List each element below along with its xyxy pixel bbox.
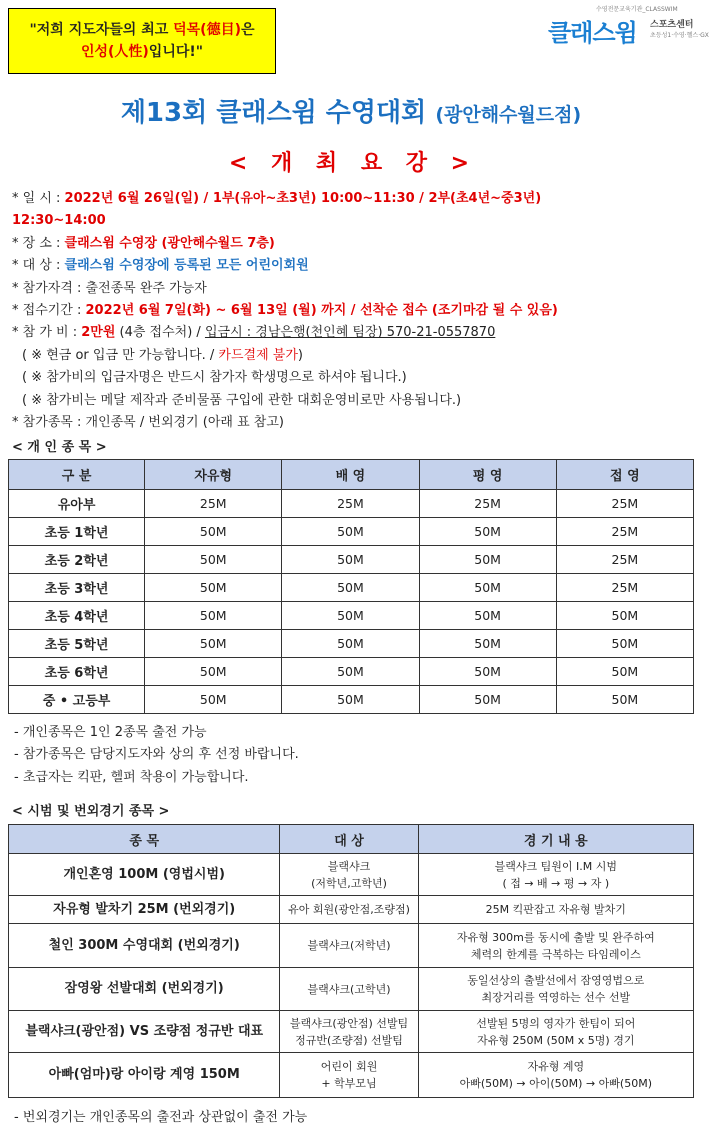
distance-cell: 25M — [556, 574, 693, 602]
table-header: 자유형 — [145, 460, 282, 490]
event-cell: 철인 300M 수영대회 (번외경기) — [9, 924, 280, 968]
target-cell: 블랙샤크 (저학년,고학년) — [280, 854, 418, 896]
event-cell: 개인혼영 100M (영법시범) — [9, 854, 280, 896]
content-cell: 선발된 5명의 영자가 한팀이 되어 자유형 250M (50M x 5명) 경기 — [418, 1011, 693, 1053]
distance-cell: 50M — [282, 546, 419, 574]
distance-cell: 50M — [419, 658, 556, 686]
distance-cell: 50M — [145, 546, 282, 574]
distance-cell: 50M — [282, 518, 419, 546]
content-cell: 동일선상의 출발선에서 잠영영법으로 최장거리를 역영하는 선수 선발 — [418, 968, 693, 1011]
event-cell: 아빠(엄마)랑 아이랑 계영 150M — [9, 1053, 280, 1098]
distance-cell: 25M — [282, 490, 419, 518]
info-target: * 대 상 : 클래스윔 수영장에 등록된 모든 어린이회원 — [12, 258, 309, 274]
distance-cell: 50M — [556, 686, 693, 714]
info-events: * 참가종목 : 개인종목 / 번외경기 (아래 표 참고) — [12, 415, 284, 431]
distance-cell: 50M — [145, 686, 282, 714]
distance-cell: 50M — [419, 546, 556, 574]
table-row — [9, 1053, 694, 1098]
table-row — [9, 1011, 694, 1053]
distance-cell: 25M — [556, 490, 693, 518]
event-cell: 자유형 발차기 25M (번외경기) — [9, 896, 280, 924]
content-cell: 블랙샤크 팀원이 I.M 시범 ( 접 → 배 → 평 → 자 ) — [418, 854, 693, 896]
motto-box — [8, 8, 276, 74]
distance-cell: 50M — [282, 658, 419, 686]
page-title: 제13회 클래스윔 수영대회 (광안해수월드점) — [120, 98, 582, 128]
table-row — [9, 924, 694, 968]
target-cell: 블랙샤크(고학년) — [280, 968, 418, 1011]
distance-cell: 50M — [556, 630, 693, 658]
distance-cell: 50M — [145, 658, 282, 686]
individual-events-table — [8, 459, 694, 714]
section-title-individual: < 개 인 종 목 > — [12, 440, 107, 455]
table-header: 경 기 내 용 — [418, 825, 693, 854]
page-subtitle: < 개 최 요 강 > — [228, 151, 474, 176]
table-row — [9, 968, 694, 1011]
distance-cell: 50M — [282, 574, 419, 602]
info-date: * 일 시 : 2022년 6월 26일(일) / 1부(유아~초3년) 10:00~11:30 / 2부(초4년~중3년) — [12, 191, 542, 206]
content-cell: 자유형 계영 아빠(50M) → 아이(50M) → 아빠(50M) — [418, 1053, 693, 1098]
table-header: 구 분 — [9, 460, 145, 490]
table-header: 접 영 — [556, 460, 693, 490]
info-period: * 접수기간 : 2022년 6월 7일(화) ~ 6월 13일 (월) 까지 / 선착순 접수 (조기마감 될 수 있음) — [12, 303, 558, 319]
individual-notes: - 개인종목은 1인 2종목 출전 가능 - 참가종목은 담당지도자와 상의 후 선정 바랍니다. - 초급자는 킥판, 헬퍼 착용이 가능합니다. — [14, 725, 299, 785]
section-title-exhibition: < 시범 및 번외경기 종목 > — [12, 804, 170, 819]
table-row — [9, 630, 694, 658]
distance-cell: 50M — [145, 518, 282, 546]
event-info: * 일 시 : 2022년 6월 26일(일) / 1부(유아~초3년) 10:00~11:30 / 2부(초4년~중3년) 12:30~14:00 * 장 소 : 클래스윔 수영장 (광안해수월드 7층) * 대 상 : 클래스윔 수영장에 등록된 모든 어린이회원 * 참가자격 : 출전종목 완주 가능자 * 접수기간 : 2022년 6월 7일(화) ~ 6월 13일 (월) 까지 / 선착순 접수 (조기마감 될 수 있음) * 참 가 비 : 2만원 (4층 접수처) / 입금시 : 경남은행(천인혜 팀장) 570-21-0557870 ( ※ 현금 or 입금 만 가능합니다. / 카드결제 불가) ( ※ 참가비의 입금자명은 반드시 참가자 학생명으로 하셔야 됩니다.) ( ※ 참가비는 메달 제작과 준비물품 구입에 관한 대회운영비로만 사용됩니다.) * 참가종목 : 개인종목 / 번외경기 (아래 표 참고) — [12, 188, 698, 434]
target-cell: 블랙샤크(광안점) 선발팀 정규반(조량점) 선발팀 — [280, 1011, 418, 1053]
distance-cell: 25M — [556, 546, 693, 574]
distance-cell: 50M — [145, 602, 282, 630]
motto-line-2: 인성(人性)입니다!" — [80, 44, 204, 60]
distance-cell: 25M — [556, 518, 693, 546]
table-row — [9, 546, 694, 574]
logo-name: 클래스윔 — [548, 19, 637, 47]
exhibition-events-table — [8, 824, 694, 1098]
distance-cell: 50M — [282, 602, 419, 630]
distance-cell: 50M — [419, 574, 556, 602]
info-place: * 장 소 : 클래스윔 수영장 (광안해수월드 7층) — [12, 235, 275, 251]
grade-cell: 유아부 — [9, 490, 145, 518]
table-header: 배 영 — [282, 460, 419, 490]
info-qualification: * 참가자격 : 출전종목 완주 가능자 — [12, 280, 207, 296]
target-cell: 유아 회원(광안점,조량점) — [280, 896, 418, 924]
table-row — [9, 854, 694, 896]
target-cell: 블랙샤크(저학년) — [280, 924, 418, 968]
distance-cell: 50M — [556, 602, 693, 630]
table-row — [9, 686, 694, 714]
distance-cell: 50M — [145, 630, 282, 658]
distance-cell: 25M — [419, 490, 556, 518]
event-cell: 블랙샤크(광안점) VS 조량점 정규반 대표 — [9, 1011, 280, 1053]
info-fee: * 참 가 비 : 2만원 (4층 접수처) / 입금시 : 경남은행(천인혜 팀장) 570-21-0557870 — [12, 325, 496, 341]
distance-cell: 50M — [419, 602, 556, 630]
distance-cell: 50M — [419, 630, 556, 658]
distance-cell: 25M — [145, 490, 282, 518]
table-row — [9, 658, 694, 686]
classwim-logo: 수영전문교육기관_CLASSWIM 클래스윔 스포츠센터 초등성1·수영·헬스·GX — [548, 6, 709, 47]
grade-cell: 초등 3학년 — [9, 574, 145, 602]
table-row — [9, 896, 694, 924]
grade-cell: 초등 2학년 — [9, 546, 145, 574]
distance-cell: 50M — [419, 518, 556, 546]
grade-cell: 초등 6학년 — [9, 658, 145, 686]
table-row — [9, 490, 694, 518]
distance-cell: 50M — [282, 630, 419, 658]
grade-cell: 초등 4학년 — [9, 602, 145, 630]
grade-cell: 중 • 고등부 — [9, 686, 145, 714]
grade-cell: 초등 1학년 — [9, 518, 145, 546]
table-header: 대 상 — [280, 825, 418, 854]
table-row — [9, 602, 694, 630]
distance-cell: 50M — [556, 658, 693, 686]
distance-cell: 50M — [282, 686, 419, 714]
table-header: 평 영 — [419, 460, 556, 490]
distance-cell: 50M — [419, 686, 556, 714]
motto-line-1: "저희 지도자들의 최고 덕목(德目)은 — [29, 22, 255, 38]
event-cell: 잠영왕 선발대회 (번외경기) — [9, 968, 280, 1011]
distance-cell: 50M — [145, 574, 282, 602]
table-header: 종 목 — [9, 825, 280, 854]
table-row — [9, 574, 694, 602]
exhibition-notes: - 번외경기는 개인종목의 출전과 상관없이 출전 가능 — [14, 1110, 308, 1125]
grade-cell: 초등 5학년 — [9, 630, 145, 658]
table-row — [9, 518, 694, 546]
content-cell: 자유형 300m를 동시에 출발 및 완주하여 체력의 한계를 극복하는 타임레이스 — [418, 924, 693, 968]
content-cell: 25M 킥판잡고 자유형 발차기 — [418, 896, 693, 924]
target-cell: 어린이 회원 + 학부모님 — [280, 1053, 418, 1098]
